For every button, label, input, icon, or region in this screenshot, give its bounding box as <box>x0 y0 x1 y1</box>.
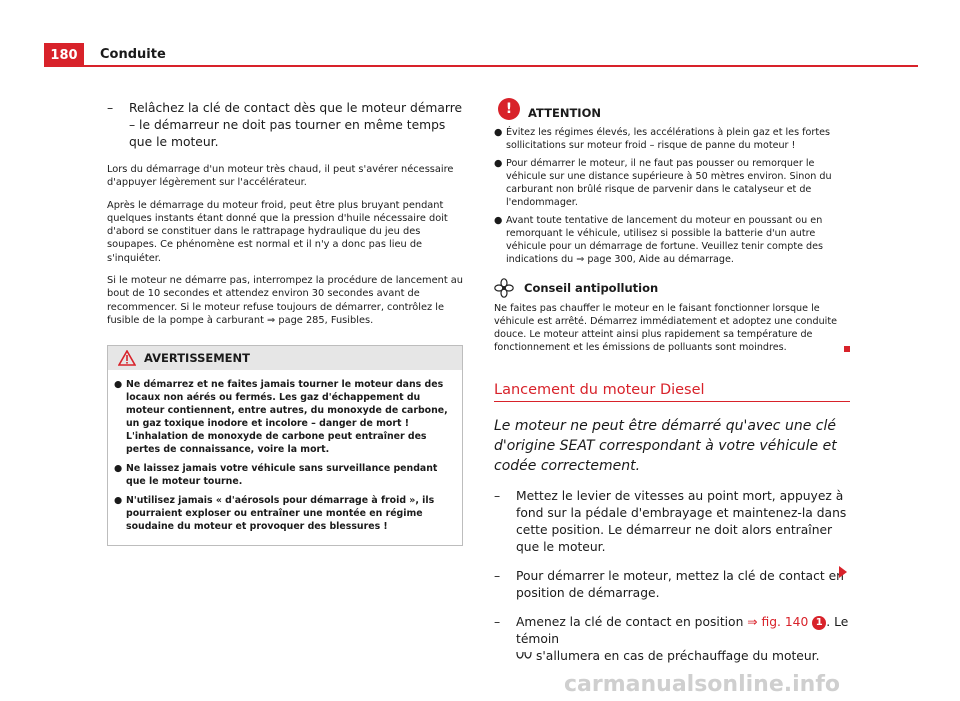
page-number: 180 <box>44 43 84 67</box>
header-rule <box>44 65 918 67</box>
attention-icon: ! <box>498 98 520 120</box>
instruction-text <box>516 614 850 665</box>
instruction-step <box>107 100 463 151</box>
attention-bullet-text: Pour démarrer le moteur, il ne faut pas pousser ou remorquer le véhicule sur une distance supérieure à 50 mètres environ. Sinon du carburant non brûlé risque de parvenir dans le catalyseur et de l'endommager. <box>506 158 832 208</box>
warning-title: AVERTISSEMENT <box>144 351 251 366</box>
left-column <box>107 100 463 546</box>
paragraph: Après le démarrage du moteur froid, peut être plus bruyant pendant quelques instants étant donné que la pression d'huile nécessaire doit d'abord se constituer dans le rattrapage hydraulique du jeu des soupapes. Ce phénomène est normal et il n'y a donc pas lieu de s'inquiéter. <box>107 199 448 264</box>
flower-icon <box>494 278 514 298</box>
attention-header <box>494 98 850 120</box>
environment-header <box>494 278 850 298</box>
chapter-title: Conduite <box>100 47 166 62</box>
dash-marker: – <box>494 489 501 503</box>
attention-bullet <box>494 126 850 152</box>
warning-bullet-text: Ne laissez jamais votre véhicule sans surveillance pendant que le moteur tourne. <box>126 463 438 488</box>
figure-link[interactable]: ⇒ fig. 140 <box>747 615 809 629</box>
bullet-marker: ● <box>114 463 123 475</box>
section-intro: Le moteur ne peut être démarré qu'avec une clé d'origine SEAT correspondant à votre véhicule et codée correctement. <box>494 418 837 474</box>
attention-bullet-text: Avant toute tentative de lancement du moteur en poussant ou en remorquant le véhicule, utilisez si possible la batterie d'un autre véhicule pour un démarrage de fortune. Veuillez tenir compte des indications du ⇒ page 300, Aide au démarrage. <box>506 215 824 265</box>
step-text-line2: s'allumera en cas de préchauffage du moteur. <box>536 649 820 663</box>
warning-bullet-text: N'utilisez jamais « d'aérosols pour démarrage à froid », ils pourraient exploser ou entraîner une montée en régime soudaine du moteur et provoquer des blessures ! <box>126 495 435 533</box>
callout-badge: 1 <box>812 616 826 630</box>
attention-bullet <box>494 214 850 266</box>
watermark: carmanualsonline.info <box>564 672 840 697</box>
warning-bullet <box>114 378 456 456</box>
instruction-text: Pour démarrer le moteur, mettez la clé de contact en position de démarrage. <box>516 569 844 600</box>
end-of-section-marker <box>844 346 850 352</box>
bullet-marker: ● <box>494 158 503 169</box>
attention-bullet <box>494 157 850 209</box>
dash-marker: – <box>107 101 114 115</box>
step-text-end: . Le témoin <box>516 615 849 646</box>
bullet-marker: ● <box>494 127 503 138</box>
warning-bullet <box>114 494 456 533</box>
bullet-marker: ● <box>114 495 123 507</box>
step-text-start: Amenez la clé de contact en position <box>516 615 748 629</box>
warning-box <box>107 345 463 546</box>
right-column <box>494 100 850 677</box>
environment-text <box>494 302 850 354</box>
paragraph: Lors du démarrage d'un moteur très chaud, il peut s'avérer nécessaire d'appuyer légèrement sur l'accélérateur. <box>107 164 454 189</box>
attention-bullet-text: Évitez les régimes élevés, les accélérations à plein gaz et les fortes sollicitations sur moteur froid – risque de panne du moteur ! <box>506 127 830 151</box>
continue-arrow-icon <box>839 566 847 578</box>
environment-paragraph: Ne faites pas chauffer le moteur en le faisant fonctionner lorsque le véhicule est arrêté. Démarrez immédiatement et adoptez une conduite douce. Le moteur atteint ainsi plus rapidement sa température de fonctionnement et les émissions de polluants sont moindres. <box>494 303 837 353</box>
section-title: Lancement du moteur Diesel <box>494 382 850 402</box>
environment-title: Conseil antipollution <box>524 281 659 295</box>
instruction-step <box>494 568 850 602</box>
warning-bullet <box>114 462 456 488</box>
dash-marker: – <box>494 569 501 583</box>
warning-header <box>108 346 462 370</box>
dash-marker: – <box>494 615 501 629</box>
instruction-step <box>494 488 850 556</box>
instruction-step <box>494 614 850 665</box>
warning-bullet-text: Ne démarrez et ne faites jamais tourner le moteur dans des locaux non aérés ou fermés. Les gaz d'échappement du moteur contiennent, entre autres, du monoxyde de carbone, un gaz toxique inodore et incolore – danger de mort ! L'inhalation de monoxyde de carbone peut entraîner des pertes de connaissance, voire la mort. <box>126 379 448 456</box>
instruction-text: Mettez le levier de vitesses au point mort, appuyez à fond sur la pédale d'embrayage et maintenez-la dans cette position. Le démarreur ne doit alors entraîner que le moteur. <box>516 489 847 554</box>
paragraph: Si le moteur ne démarre pas, interrompez la procédure de lancement au bout de 10 secondes et attendez environ 30 secondes avant de recommencer. Si le moteur refuse toujours de démarrer, contrôlez le fusible de la pompe à carburant ⇒ page 285, Fusibles. <box>107 275 464 326</box>
warning-triangle-icon <box>118 350 136 366</box>
glow-plug-icon <box>516 650 532 660</box>
instruction-text: Relâchez la clé de contact dès que le moteur démarre – le démarreur ne doit pas tourner en même temps que le moteur. <box>129 101 463 149</box>
bullet-marker: ● <box>494 215 503 226</box>
bullet-marker: ● <box>114 379 123 391</box>
attention-title: ATTENTION <box>528 106 601 120</box>
